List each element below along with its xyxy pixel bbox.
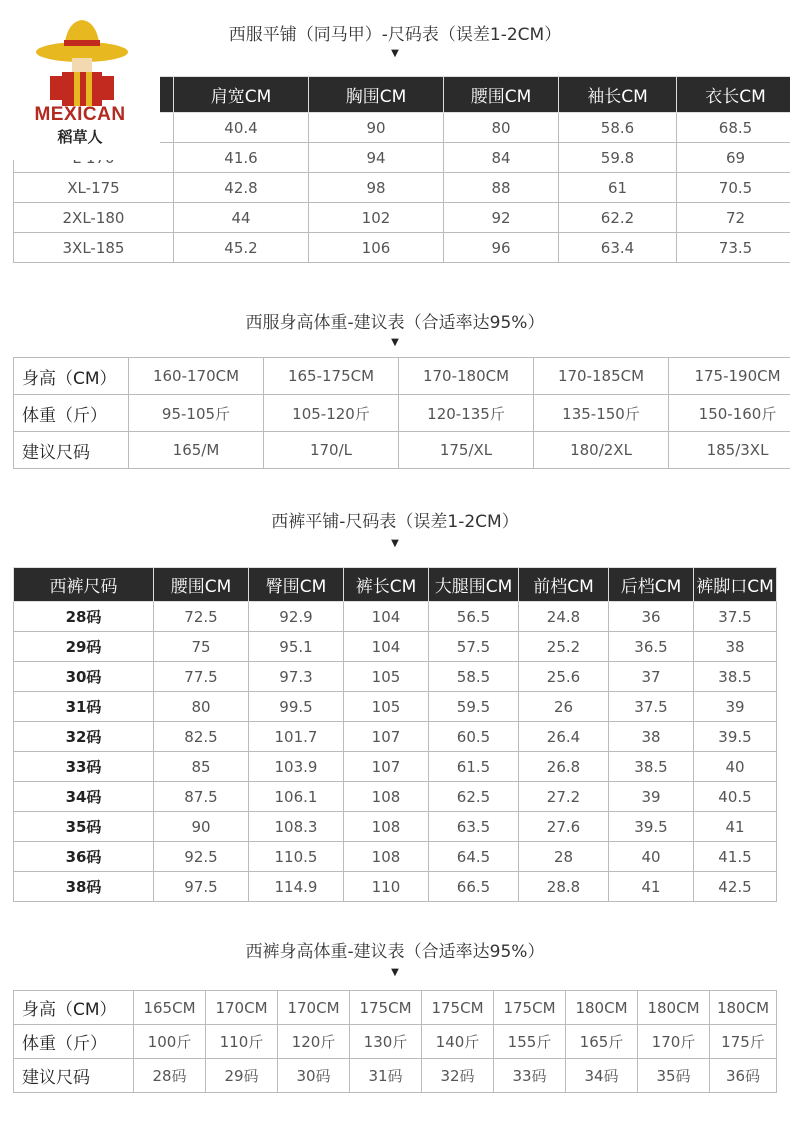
column-header: 裤长CM [344,568,429,602]
table-cell: 165-175CM [264,358,399,395]
row-label: XL-175 [14,173,174,203]
table-cell: 41 [694,812,777,842]
brand-name-cn: 稻草人 [57,128,103,146]
table-cell: 73.5 [677,233,790,263]
table-cell: 180/2XL [534,432,669,469]
table-cell: 92.5 [154,842,249,872]
table-cell: 175/XL [399,432,534,469]
table-cell: 170-180CM [399,358,534,395]
table-cell: 170CM [278,991,350,1025]
column-header: 臀围CM [249,568,344,602]
row-label: 38码 [14,872,154,902]
row-label: 34码 [14,782,154,812]
table-cell: 28.8 [519,872,609,902]
table-cell: 98 [309,173,444,203]
table-cell: 108 [344,782,429,812]
table-cell: 72 [677,203,790,233]
table-cell: 160-170CM [129,358,264,395]
table-cell: 102 [309,203,444,233]
table-cell: 170-185CM [534,358,669,395]
table-cell: 106.1 [249,782,344,812]
table-cell: 29码 [206,1059,278,1093]
table-cell: 135-150斤 [534,395,669,432]
table-cell: 90 [309,113,444,143]
column-header: 袖长CM [559,77,677,113]
row-label: 体重（斤） [14,395,129,432]
table-cell: 26.8 [519,752,609,782]
table-cell: 90 [154,812,249,842]
table-cell: 38 [609,722,694,752]
row-label: 35码 [14,812,154,842]
table-cell: 41.6 [174,143,309,173]
table-cell: 120斤 [278,1025,350,1059]
table-cell: 82.5 [154,722,249,752]
down-arrow-icon: ▼ [391,48,399,59]
table-cell: 180CM [638,991,710,1025]
pants-size-chart-title: 西裤平铺-尺码表（误差1-2CM） [271,512,519,532]
column-header: 胸围CM [309,77,444,113]
table-cell: 175CM [422,991,494,1025]
table-cell: 104 [344,602,429,632]
table-cell: 104 [344,632,429,662]
table-cell: 68.5 [677,113,790,143]
table-cell: 107 [344,722,429,752]
table-row [14,395,790,432]
pants-recommendation-table [13,990,777,1093]
row-label: 体重（斤） [14,1025,134,1059]
row-label: 3XL-185 [14,233,174,263]
column-header: 前档CM [519,568,609,602]
table-cell: 40 [694,752,777,782]
table-cell: 34码 [566,1059,638,1093]
table-cell: 38.5 [694,662,777,692]
table-cell: 97.5 [154,872,249,902]
table-row [14,872,777,902]
table-cell: 32码 [422,1059,494,1093]
table-cell: 24.8 [519,602,609,632]
table-cell: 92.9 [249,602,344,632]
table-cell: 63.5 [429,812,519,842]
table-cell: 61.5 [429,752,519,782]
table-cell: 40.5 [694,782,777,812]
table-row [14,432,790,469]
table-cell: 61 [559,173,677,203]
table-row [14,173,790,203]
table-cell: 170/L [264,432,399,469]
table-cell: 63.4 [559,233,677,263]
table-cell: 27.2 [519,782,609,812]
table-cell: 38 [694,632,777,662]
table-cell: 175CM [494,991,566,1025]
table-cell: 95-105斤 [129,395,264,432]
table-cell: 41.5 [694,842,777,872]
row-label: 31码 [14,692,154,722]
table-cell: 170CM [206,991,278,1025]
table-cell: 77.5 [154,662,249,692]
column-header: 腰围CM [154,568,249,602]
table-cell: 44 [174,203,309,233]
row-label: 身高（CM） [14,358,129,395]
table-row [14,632,777,662]
table-cell: 25.6 [519,662,609,692]
table-cell: 80 [154,692,249,722]
table-cell: 110斤 [206,1025,278,1059]
table-cell: 87.5 [154,782,249,812]
table-row [14,842,777,872]
down-arrow-icon: ▼ [391,337,399,348]
table-cell: 39 [694,692,777,722]
table-cell: 62.5 [429,782,519,812]
column-header: 肩宽CM [174,77,309,113]
table-cell: 130斤 [350,1025,422,1059]
table-row [14,692,777,722]
table-cell: 25.2 [519,632,609,662]
table-cell: 175-190CM [669,358,790,395]
row-label: 建议尺码 [14,1059,134,1093]
table-cell: 180CM [566,991,638,1025]
table-cell: 40 [609,842,694,872]
row-label: 建议尺码 [14,432,129,469]
table-cell: 108.3 [249,812,344,842]
table-cell: 140斤 [422,1025,494,1059]
table-cell: 155斤 [494,1025,566,1059]
row-label: 36码 [14,842,154,872]
table-cell: 108 [344,842,429,872]
table-cell: 114.9 [249,872,344,902]
table-cell: 100斤 [134,1025,206,1059]
table-row [14,752,777,782]
table-cell: 64.5 [429,842,519,872]
row-label: 33码 [14,752,154,782]
table-cell: 33码 [494,1059,566,1093]
jacket-size-chart-title: 西服平铺（同马甲）-尺码表（误差1-2CM） [228,25,562,45]
table-cell: 57.5 [429,632,519,662]
table-cell: 101.7 [249,722,344,752]
row-label: 28码 [14,602,154,632]
jacket-recommendation-title: 西服身高体重-建议表（合适率达95%） [245,313,545,333]
table-cell: 92 [444,203,559,233]
table-cell: 165斤 [566,1025,638,1059]
table-row [14,782,777,812]
table-cell: 60.5 [429,722,519,752]
table-cell: 28码 [134,1059,206,1093]
table-row [14,722,777,752]
table-row [14,812,777,842]
table-cell: 94 [309,143,444,173]
table-cell: 165CM [134,991,206,1025]
pants-recommendation-title: 西裤身高体重-建议表（合适率达95%） [245,942,545,962]
table-cell: 75 [154,632,249,662]
table-cell: 39.5 [609,812,694,842]
table-cell: 107 [344,752,429,782]
table-cell: 120-135斤 [399,395,534,432]
table-cell: 36 [609,602,694,632]
table-cell: 40.4 [174,113,309,143]
table-cell: 110.5 [249,842,344,872]
table-cell: 35码 [638,1059,710,1093]
table-cell: 175斤 [710,1025,777,1059]
table-cell: 62.2 [559,203,677,233]
table-cell: 58.6 [559,113,677,143]
table-cell: 72.5 [154,602,249,632]
table-row [14,1025,777,1059]
table-cell: 150-160斤 [669,395,790,432]
scarecrow-icon [0,0,160,110]
table-cell: 105 [344,692,429,722]
column-header: 腰围CM [444,77,559,113]
table-cell: 31码 [350,1059,422,1093]
table-cell: 70.5 [677,173,790,203]
table-cell: 26.4 [519,722,609,752]
table-cell: 108 [344,812,429,842]
pants-size-table [13,567,777,902]
down-arrow-icon: ▼ [391,538,399,549]
table-cell: 175CM [350,991,422,1025]
table-cell: 41 [609,872,694,902]
table-cell: 36.5 [609,632,694,662]
column-header: 裤脚口CM [694,568,777,602]
table-cell: 26 [519,692,609,722]
row-label: 2XL-180 [14,203,174,233]
table-cell: 45.2 [174,233,309,263]
table-cell: 59.5 [429,692,519,722]
column-header: 后档CM [609,568,694,602]
table-cell: 39.5 [694,722,777,752]
table-row [14,662,777,692]
table-cell: 58.5 [429,662,519,692]
table-cell: 27.6 [519,812,609,842]
table-cell: 37.5 [694,602,777,632]
table-cell: 85 [154,752,249,782]
table-row [14,358,790,395]
table-cell: 103.9 [249,752,344,782]
table-cell: 42.8 [174,173,309,203]
column-header: 西裤尺码 [14,568,154,602]
table-cell: 36码 [710,1059,777,1093]
table-cell: 165/M [129,432,264,469]
table-cell: 180CM [710,991,777,1025]
table-cell: 39 [609,782,694,812]
brand-name-en: MEXICAN [34,104,126,125]
table-cell: 110 [344,872,429,902]
table-row [14,991,777,1025]
table-row [14,602,777,632]
column-header: 衣长CM [677,77,790,113]
row-label: 身高（CM） [14,991,134,1025]
table-cell: 59.8 [559,143,677,173]
table-cell: 97.3 [249,662,344,692]
brand-logo [0,0,160,160]
table-cell: 28 [519,842,609,872]
table-cell: 95.1 [249,632,344,662]
table-cell: 99.5 [249,692,344,722]
down-arrow-icon: ▼ [391,967,399,978]
table-cell: 37 [609,662,694,692]
table-cell: 69 [677,143,790,173]
table-cell: 84 [444,143,559,173]
row-label: 29码 [14,632,154,662]
table-cell: 37.5 [609,692,694,722]
table-cell: 30码 [278,1059,350,1093]
column-header: 大腿围CM [429,568,519,602]
table-cell: 105-120斤 [264,395,399,432]
table-cell: 38.5 [609,752,694,782]
table-row [14,203,790,233]
table-cell: 56.5 [429,602,519,632]
table-cell: 96 [444,233,559,263]
table-cell: 105 [344,662,429,692]
table-cell: 106 [309,233,444,263]
table-cell: 185/3XL [669,432,790,469]
table-cell: 66.5 [429,872,519,902]
table-row [14,1059,777,1093]
table-cell: 80 [444,113,559,143]
row-label: 32码 [14,722,154,752]
table-row [14,233,790,263]
table-cell: 170斤 [638,1025,710,1059]
jacket-recommendation-table [13,357,790,469]
row-label: 30码 [14,662,154,692]
table-cell: 88 [444,173,559,203]
table-cell: 42.5 [694,872,777,902]
